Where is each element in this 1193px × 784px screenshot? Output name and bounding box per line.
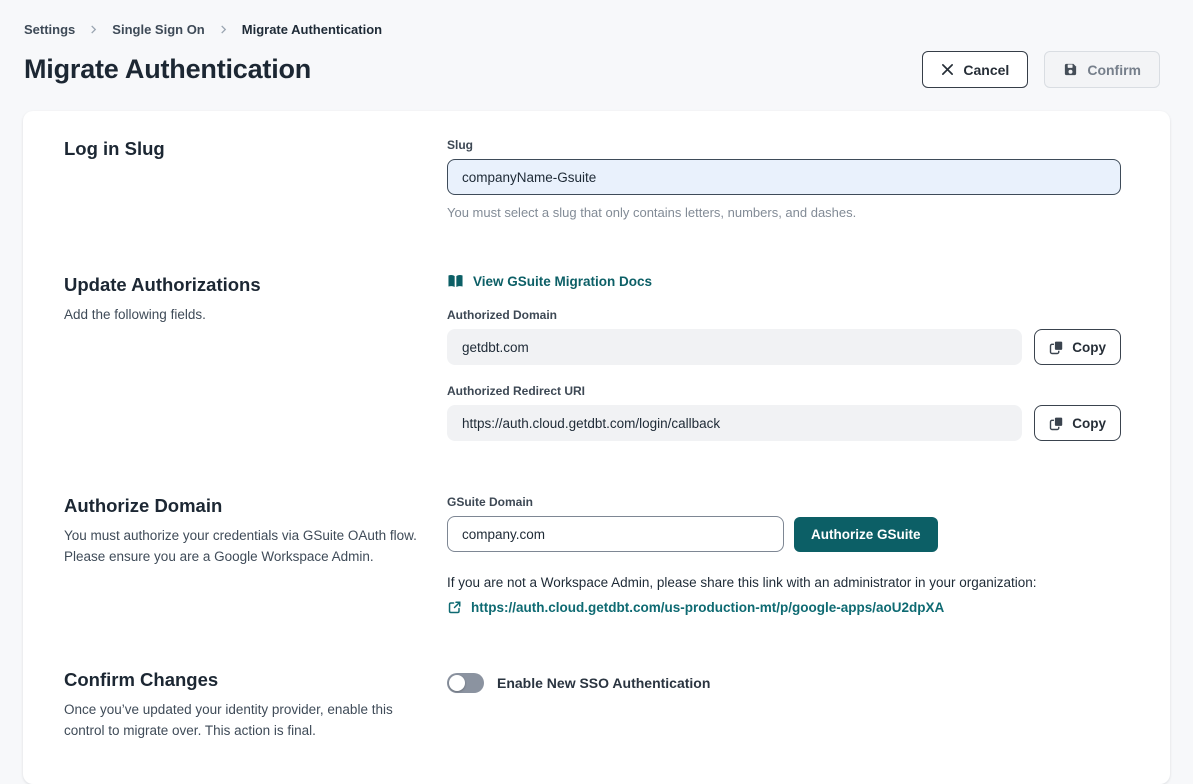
page-title: Migrate Authentication (24, 54, 312, 84)
migrate-authentication-card (23, 111, 1170, 784)
section-heading: Confirm Changes (64, 669, 219, 690)
breadcrumb-settings[interactable]: Settings (24, 22, 76, 37)
confirm-button-label: Confirm (1087, 61, 1141, 78)
slug-helper-text: You must select a slug that only contains letters, numbers, and dashes. (447, 205, 857, 220)
authorized-domain-label: Authorized Domain (447, 308, 557, 322)
section-description: Once you’ve updated your identity provider, enable this control to migrate over. This action is final. (64, 702, 393, 738)
slug-input[interactable] (447, 159, 1121, 195)
toggle-knob (449, 675, 465, 691)
enable-sso-toggle[interactable] (447, 673, 484, 693)
external-link-icon (447, 600, 462, 615)
section-authorize-domain (64, 495, 1121, 615)
save-icon (1063, 62, 1078, 77)
copy-icon (1049, 340, 1064, 355)
breadcrumb (0, 0, 1193, 37)
gsuite-migration-docs-link[interactable] (447, 274, 652, 289)
section-update-authorizations (64, 274, 1121, 441)
gsuite-domain-input[interactable] (447, 516, 784, 552)
enable-sso-toggle-row (447, 673, 1121, 693)
share-link[interactable] (447, 600, 1121, 615)
enable-sso-toggle-label: Enable New SSO Authentication (497, 675, 711, 691)
copy-icon (1049, 416, 1064, 431)
cancel-button[interactable] (922, 51, 1028, 88)
close-icon (941, 63, 954, 76)
copy-redirect-uri-button[interactable] (1034, 405, 1121, 441)
breadcrumb-single-sign-on[interactable]: Single Sign On (112, 22, 205, 37)
slug-label: Slug (447, 138, 473, 152)
cancel-button-label: Cancel (963, 61, 1010, 78)
header-actions (922, 51, 1169, 88)
copy-button-label: Copy (1072, 415, 1106, 431)
confirm-button[interactable] (1044, 51, 1160, 88)
authorized-redirect-uri-label: Authorized Redirect URI (447, 384, 586, 398)
section-heading: Authorize Domain (64, 495, 223, 516)
authorized-domain-field (447, 308, 1121, 365)
authorized-domain-value[interactable] (447, 329, 1022, 365)
chevron-right-icon (219, 25, 228, 34)
workspace-admin-note: If you are not a Workspace Admin, please share this link with an administrator in your organization: (447, 575, 1037, 590)
docs-link-label: View GSuite Migration Docs (473, 274, 653, 289)
authorize-gsuite-button[interactable]: Authorize GSuite (794, 517, 938, 552)
authorized-redirect-uri-value[interactable] (447, 405, 1022, 441)
authorized-redirect-uri-field (447, 384, 1121, 441)
chevron-right-icon (89, 25, 98, 34)
section-description: Add the following fields. (64, 307, 206, 322)
section-description: You must authorize your credentials via GSuite OAuth flow. Please ensure you are a Google Workspace Admin. (64, 528, 417, 564)
breadcrumb-migrate-authentication: Migrate Authentication (241, 22, 383, 37)
section-heading: Log in Slug (64, 138, 165, 159)
section-login-slug (64, 138, 1121, 220)
copy-button-label: Copy (1072, 339, 1106, 355)
page-header (0, 37, 1193, 88)
section-heading: Update Authorizations (64, 274, 261, 295)
share-link-url: https://auth.cloud.getdbt.com/us-production-mt/p/google-apps/aoU2dpXA (471, 600, 945, 615)
copy-authorized-domain-button[interactable] (1034, 329, 1121, 365)
gsuite-domain-label: GSuite Domain (447, 495, 534, 509)
section-confirm-changes (64, 669, 1121, 742)
book-icon (447, 274, 464, 289)
